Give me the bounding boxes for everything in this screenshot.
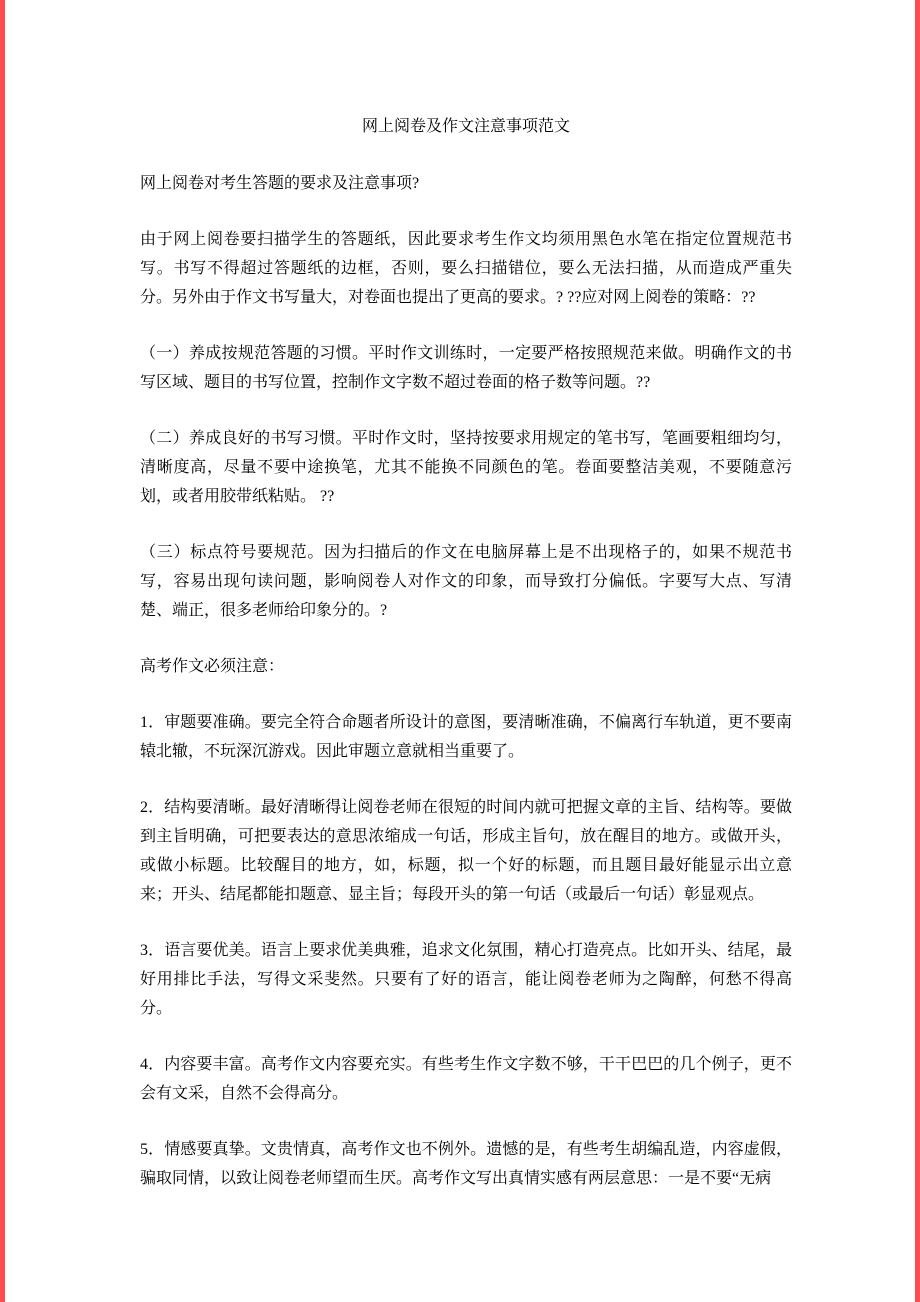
paragraph: 1．审题要准确。要完全符合命题者所设计的意图，要清晰准确，不偏离行车轨道，更不要南辕北辙，不玩深沉游戏。因此审题立意就相当重要了。: [140, 714, 792, 760]
paragraph: 高考作文必须注意：: [140, 658, 285, 675]
paragraph: （二）养成良好的书写习惯。平时作文时，坚持按要求用规定的笔书写，笔画要粗细均匀，清晰度高，尽量不要中途换笔，尤其不能换不同颜色的笔。卷面要整洁美观，不要随意污划，或者用胶带纸粘贴。 ??: [140, 430, 792, 505]
right-edge-marker: [915, 0, 920, 1302]
left-edge-marker: [0, 0, 5, 1302]
paragraph: （三）标点符号要规范。因为扫描后的作文在电脑屏幕上是不出现格子的，如果不规范书写，容易出现句读问题，影响阅卷人对作文的印象，而导致打分偏低。字要写大点、写清楚、端正，很多老师给印象分的。?: [140, 544, 792, 619]
paragraph: 网上阅卷对考生答题的要求及注意事项?: [140, 175, 420, 192]
paragraph: （一）养成按规范答题的习惯。平时作文训练时，一定要严格按照规范来做。明确作文的书写区域、题目的书写位置，控制作文字数不超过卷面的格子数等问题。??: [140, 345, 792, 391]
paragraph: 5．情感要真挚。文贵情真，高考作文也不例外。遗憾的是，有些考生胡编乱造，内容虚假，骗取同情，以致让阅卷老师望而生厌。高考作文写出真情实感有两层意思：一是不要“无病: [140, 1141, 792, 1187]
document-content: [140, 112, 792, 1220]
paragraph: 2．结构要清晰。最好清晰得让阅卷老师在很短的时间内就可把握文章的主旨、结构等。要做到主旨明确，可把要表达的意思浓缩成一句话，形成主旨句，放在醒目的地方。或做开头，或做小标题。比较醒目的地方，如，标题，拟一个好的标题，而且题目最好能显示出立意来；开头、结尾都能扣题意、显主旨；每段开头的第一句话（或最后一句话）彰显观点。: [140, 799, 792, 903]
paragraph: 由于网上阅卷要扫描学生的答题纸，因此要求考生作文均须用黑色水笔在指定位置规范书写。书写不得超过答题纸的边框，否则，要么扫描错位，要么无法扫描，从而造成严重失分。另外由于作文书写量大，对卷面也提出了更高的要求。? ??应对网上阅卷的策略：??: [140, 231, 792, 306]
paragraph: 3．语言要优美。语言上要求优美典雅，追求文化氛围，精心打造亮点。比如开头、结尾，最好用排比手法，写得文采斐然。只要有了好的语言，能让阅卷老师为之陶醉，何愁不得高分。: [140, 942, 792, 1017]
paragraph: 4．内容要丰富。高考作文内容要充实。有些考生作文字数不够，干干巴巴的几个例子，更不会有文采，自然不会得高分。: [140, 1056, 792, 1102]
document-title: 网上阅卷及作文注意事项范文: [361, 118, 570, 135]
